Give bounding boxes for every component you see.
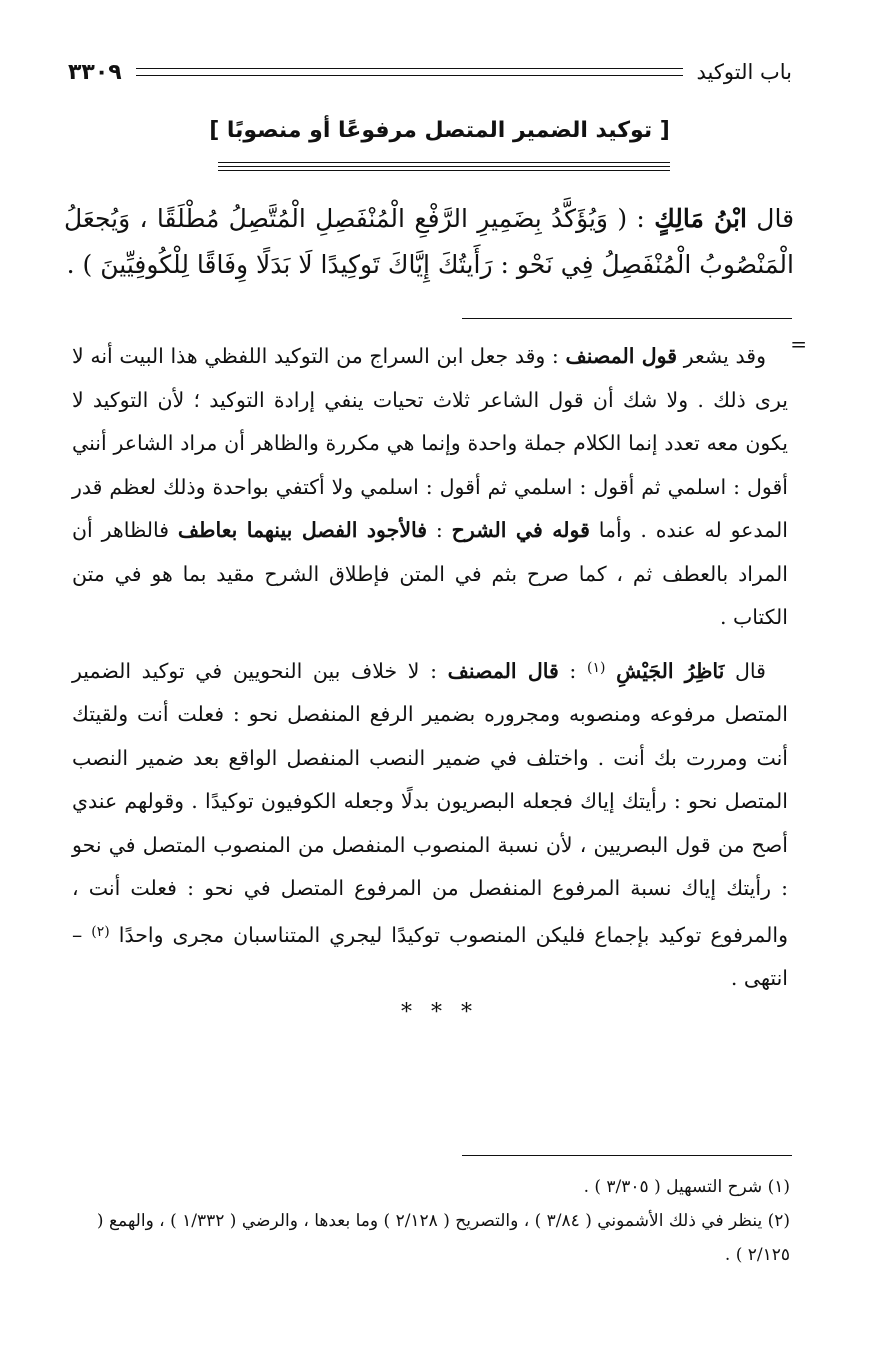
commentary-paragraph: [72, 647, 788, 1001]
footnote-reference[interactable]: (١): [586, 659, 606, 676]
header-rule: [136, 68, 683, 76]
page-number: ٣٣٠٩: [68, 59, 122, 85]
footnote-reference[interactable]: (٢): [91, 923, 110, 940]
section-heading: [ توكيد الضمير المتصل مرفوعًا أو منصوبًا ]: [209, 118, 670, 143]
section-separator: * * *: [401, 1000, 478, 1025]
commentary-text: قال: [735, 658, 766, 683]
commentary-bold: فالأجود الفصل بينهما بعاطف: [177, 518, 428, 542]
commentary-bold: قول المصنف: [565, 344, 678, 368]
commentary-text: وقد يشعر: [683, 344, 766, 368]
matn-text: : ( وَيُؤَكَّدُ بِضَمِيرِ الرَّفْعِ الْمُنْفَصِلِ الْمُتَّصِلُ مُطْلَقًا ، وَيُجعَلُ الْمَنْصُوبُ الْمُنْفَصِلُ فِي نَحْو : رَأَيتُكَ إِيَّاكَ تَوكِيدًا لَا بَدَلًا وِفَاقًا لِلْكُوفِيِّينَ ) .: [64, 204, 794, 279]
commentary-text: :: [569, 658, 577, 683]
commentary-text: :: [435, 518, 443, 542]
commentary-text: : وقد جعل ابن السراج من التوكيد اللفظي هذا البيت أنه لا يرى ذلك . ولا شك أن قول الشاعر ثلاث تحيات ينفي إرادة التوكيد ؛ لأن التوكيد لا يكون معه تعدد إنما الكلام جملة واحدة وإنما هي مكررة والظاهر أن مراد الشاعر أنني أقول : اسلمي ثم أقول : اسلمي ثم أقول : اسلمي ولا أكتفي بواحدة وذلك لعظم قدر المدعو له عنده . وأما: [72, 344, 788, 542]
heading-rule-line: [218, 170, 670, 171]
commentary-text: فالظاهر أن المراد بالعطف ثم ، كما صرح بثم في المتن فإطلاق الشرح مقيد بما هو في متن الكتاب .: [72, 518, 788, 629]
commentary-text: – انتهى .: [72, 922, 788, 990]
matn-author: ابْنُ مَالِكٍ: [654, 204, 747, 233]
commentary-text: : لا خلاف بين النحويين في توكيد الضمير المتصل مرفوعه ومنصوبه ومجروره بضمير الرفع المنفصل نحو : فعلت أنت ولقيتك أنت ومررت بك أنت . واختلف في ضمير النصب المنفصل الواقع بعد ضمير النصب المتصل نحو : رأيتك إياك فجعله البصريون بدلًا وجعله الكوفيون توكيدًا . وقولهم عندي أصح من قول البصريين ، لأن نسبة المنصوب المنفصل من المنصوب المتصل في نحو : رأيتك إياك نسبة المرفوع المنفصل من المرفوع المتصل في نحو : فعلت أنت ، والمرفوع توكيد بإجماع فليكن المنصوب توكيدًا ليجري المتناسبان مجرى واحدًا: [72, 658, 788, 947]
commentary-separator-rule: [462, 318, 792, 319]
commentary-bold: قال المصنف: [447, 658, 559, 683]
heading-rule-line: [218, 166, 670, 167]
continuation-mark: =: [790, 332, 807, 356]
footnotes: [74, 1170, 790, 1272]
chapter-title: باب التوكيد: [696, 60, 792, 84]
running-header: [68, 52, 792, 92]
heading-rules: [218, 162, 670, 174]
footnote: (١) شرح التسهيل ( ٣/٣٠٥ ) .: [583, 1177, 790, 1197]
footnote: (٢) ينظر في ذلك الأشموني ( ٣/٨٤ ) ، والتصريح ( ٢/١٢٨ ) وما بعدها ، والرضي ( ١/٣٣٢ ) ، والهمع ( ٢/١٢٥ ) .: [96, 1211, 790, 1265]
heading-rule-line: [218, 162, 670, 163]
commentary-body: [72, 335, 788, 1001]
matn-verse: [64, 196, 794, 288]
commentary-paragraph: [72, 335, 788, 640]
commentary-author: نَاظِرُ الجَيْشِ: [616, 658, 725, 683]
commentary-bold: قوله في الشرح: [451, 518, 590, 542]
matn-lead: قال: [756, 204, 795, 233]
footnote-rule: [462, 1155, 792, 1156]
